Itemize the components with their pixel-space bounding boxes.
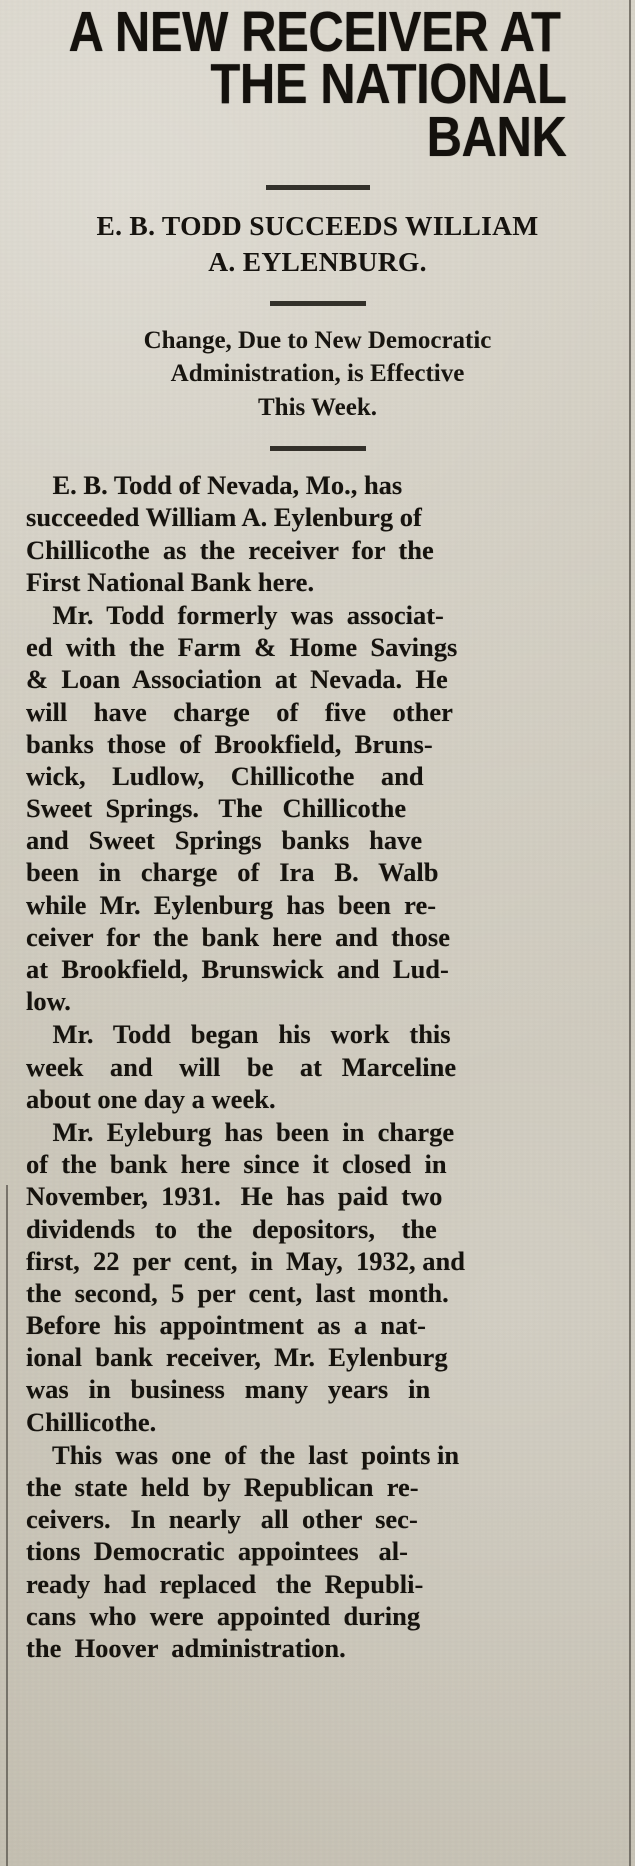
body-line: First National Bank here. — [26, 566, 315, 597]
divider-3 — [270, 446, 366, 451]
secondary-subheadline — [26, 324, 609, 425]
paragraph — [26, 1116, 609, 1438]
secondary-subheadline-line-2: Administration, is Effective — [170, 360, 465, 388]
body-line: Mr. Todd formerly was associat- — [26, 599, 444, 630]
body-line: the Hoover administration. — [26, 1632, 346, 1663]
body-line: first, 22 per cent, in May, 1932, and — [26, 1245, 465, 1276]
paragraph — [26, 1439, 609, 1664]
body-line: at Brookfield, Brunswick and Lud- — [26, 954, 449, 984]
body-line: ready had replaced the Republi- — [26, 1568, 424, 1599]
body-line: ceiver for the bank here and those — [26, 921, 450, 952]
body-line: Chillicothe. — [26, 1406, 157, 1437]
body-line: ed with the Farm & Home Savings — [26, 632, 458, 663]
body-line: Sweet Springs. The Chillicothe — [26, 793, 407, 824]
body-line: low. — [26, 986, 71, 1017]
body-line: will have charge of five other — [26, 696, 453, 727]
body-line: Mr. Todd began his work this — [26, 1019, 451, 1050]
body-line: wick, Ludlow, Chillicothe and — [26, 760, 424, 791]
body-line: banks those of Brookfield, Bruns- — [26, 728, 433, 759]
page-title — [67, 0, 568, 169]
paragraph — [26, 1018, 609, 1115]
body-line: This was one of the last points in — [26, 1439, 460, 1470]
body-line: Before his appointment as a nat- — [26, 1310, 426, 1341]
body-line: was in business many years in — [26, 1374, 431, 1405]
body-line: and Sweet Springs banks have — [26, 825, 423, 856]
divider-2 — [270, 301, 366, 306]
body-line: been in charge of Ira B. Walb — [26, 857, 439, 888]
body-line: the second, 5 per cent, last month. — [26, 1277, 449, 1308]
paragraph — [26, 469, 609, 598]
headline-line-2: THE NATIONAL BANK — [210, 52, 567, 169]
body-line: of the bank here since it closed in — [26, 1149, 447, 1180]
body-line: dividends to the depositors, the — [26, 1213, 437, 1244]
body-line: tions Democratic appointees al- — [26, 1536, 408, 1567]
body-line: while Mr. Eylenburg has been re- — [26, 889, 437, 920]
body-line: ional bank receiver, Mr. Eylenburg — [26, 1342, 448, 1373]
subheadline-line-1: E. B. TODD SUCCEEDS WILLIAM — [96, 210, 539, 242]
body-line: cans who were appointed during — [26, 1600, 421, 1631]
body-line: succeeded William A. Eylenburg of — [26, 502, 422, 533]
body-line: ceivers. In nearly all other sec- — [26, 1504, 418, 1535]
body-line: & Loan Association at Nevada. He — [26, 664, 448, 695]
divider-1 — [266, 185, 370, 190]
body-line: the state held by Republican re- — [26, 1472, 419, 1502]
body-line: week and will be at Marceline — [26, 1051, 457, 1082]
body-line: November, 1931. He has paid two — [26, 1181, 443, 1212]
body-line: Chillicothe as the receiver for the — [26, 534, 434, 565]
subheadline — [26, 208, 609, 278]
body-line: Mr. Eyleburg has been in charge — [26, 1116, 455, 1147]
headline-line-1: A NEW RECEIVER AT — [68, 0, 561, 64]
body-line: E. B. Todd of Nevada, Mo., has — [26, 470, 403, 501]
secondary-subheadline-line-1: Change, Due to New Democratic — [143, 326, 492, 354]
paragraph — [26, 599, 609, 1017]
secondary-subheadline-line-3: This Week. — [257, 393, 378, 421]
body-line: about one day a week. — [26, 1083, 276, 1114]
subheadline-line-2: A. EYLENBURG. — [208, 245, 427, 277]
article-body — [26, 469, 609, 1664]
